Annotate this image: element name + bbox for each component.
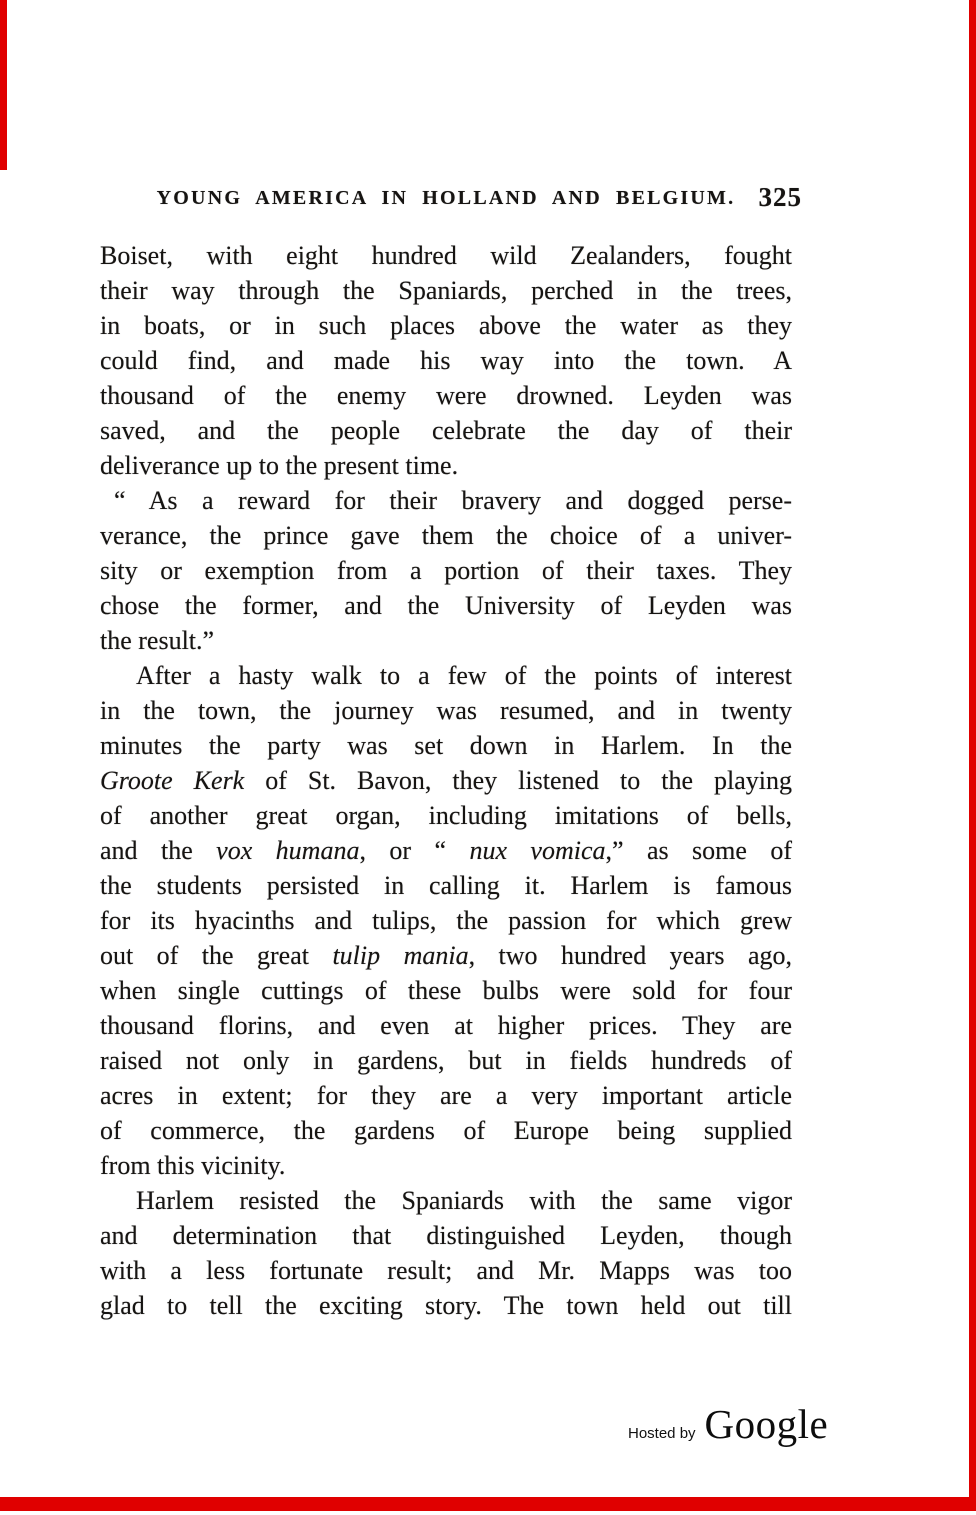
text-segment: in the town, the journey was resumed, and in twenty (100, 696, 792, 725)
text-segment: raised not only in gardens, but in fields hundreds of (100, 1046, 792, 1075)
text-line (100, 1218, 792, 1253)
text-segment: and determination that distinguished Leyden, though (100, 1221, 792, 1250)
text-line (100, 973, 792, 1008)
text-line (100, 343, 792, 378)
text-segment: Harlem resisted the Spaniards with the same vigor (136, 1186, 792, 1215)
text-segment: their way through the Spaniards, perched in the trees, (100, 276, 792, 305)
google-logo: Google (704, 1401, 829, 1447)
text-line (100, 763, 792, 798)
text-line (100, 833, 792, 868)
text-line (100, 868, 792, 903)
text-line (100, 1078, 792, 1113)
text-segment: of commerce, the gardens of Europe being supplied (100, 1116, 792, 1145)
text-segment: from this vicinity. (100, 1151, 286, 1180)
text-line (100, 553, 792, 588)
text-line (100, 448, 792, 483)
text-segment: with a less fortunate result; and Mr. Mapps was too (100, 1256, 792, 1285)
text-line (100, 693, 792, 728)
text-line (100, 413, 792, 448)
italic-text: Groote Kerk (100, 766, 245, 795)
hosted-by-label: Hosted by (628, 1425, 696, 1442)
italic-text: tulip mania (332, 941, 469, 970)
text-line (100, 483, 792, 518)
text-segment: deliverance up to the present time. (100, 451, 459, 480)
text-line (100, 1113, 792, 1148)
text-segment: thousand of the enemy were drowned. Leyden was (100, 381, 792, 410)
scan-edge-mark-left (0, 0, 7, 170)
page-number: 325 (758, 182, 802, 212)
text-line (100, 1008, 792, 1043)
text-line (100, 308, 792, 343)
text-segment: acres in extent; for they are a very important article (100, 1081, 792, 1110)
italic-text: nux vomica (469, 836, 606, 865)
text-line (100, 273, 792, 308)
text-segment: of another great organ, including imitations of bells, (100, 801, 792, 830)
text-segment: in boats, or in such places above the water as they (100, 311, 792, 340)
text-segment: of St. Bavon, they listened to the playing (244, 766, 792, 795)
running-head (100, 182, 802, 212)
text-segment: and the (100, 836, 217, 865)
text-line (100, 1043, 792, 1078)
scan-edge-mark-right (969, 0, 976, 1497)
text-segment: chose the former, and the University of Leyden was (100, 591, 792, 620)
italic-text: vox humana (216, 836, 360, 865)
text-segment: could find, and made his way into the town. A (100, 346, 792, 375)
text-segment: minutes the party was set down in Harlem. In the (100, 731, 792, 760)
text-segment: glad to tell the exciting story. The town held out till (100, 1291, 792, 1320)
text-line (100, 798, 792, 833)
text-line (100, 903, 792, 938)
text-segment: , or “ (359, 836, 470, 865)
text-line (100, 623, 792, 658)
text-line (100, 658, 792, 693)
text-segment: “ As a reward for their bravery and dogged perse- (114, 486, 792, 515)
text-line (100, 1148, 792, 1183)
scan-edge-mark-bottom (0, 1497, 976, 1511)
text-segment: thousand florins, and even at higher prices. They are (100, 1011, 792, 1040)
text-line (100, 1288, 792, 1323)
google-watermark (628, 1400, 828, 1448)
text-segment: the students persisted in calling it. Harlem is famous (100, 871, 792, 900)
text-segment: sity or exemption from a portion of their taxes. They (100, 556, 792, 585)
text-segment: out of the great (100, 941, 333, 970)
text-segment: when single cuttings of these bulbs were sold for four (100, 976, 792, 1005)
text-line (100, 518, 792, 553)
text-segment: Boiset, with eight hundred wild Zealanders, fought (100, 241, 792, 270)
text-line (100, 1183, 792, 1218)
text-segment: for its hyacinths and tulips, the passion for which grew (100, 906, 792, 935)
page-title: YOUNG AMERICA IN HOLLAND AND BELGIUM. (156, 187, 736, 209)
text-line (100, 938, 792, 973)
text-line (100, 588, 792, 623)
text-line (100, 728, 792, 763)
text-line (100, 238, 792, 273)
body-text (100, 238, 792, 1323)
text-segment: After a hasty walk to a few of the points of interest (136, 661, 792, 690)
text-segment: ,” as some of (605, 836, 792, 865)
text-line (100, 1253, 792, 1288)
text-segment: verance, the prince gave them the choice of a univer- (100, 521, 792, 550)
text-segment: saved, and the people celebrate the day of their (100, 416, 792, 445)
text-line (100, 378, 792, 413)
text-segment: the result.” (100, 626, 215, 655)
text-segment: , two hundred years ago, (468, 941, 792, 970)
